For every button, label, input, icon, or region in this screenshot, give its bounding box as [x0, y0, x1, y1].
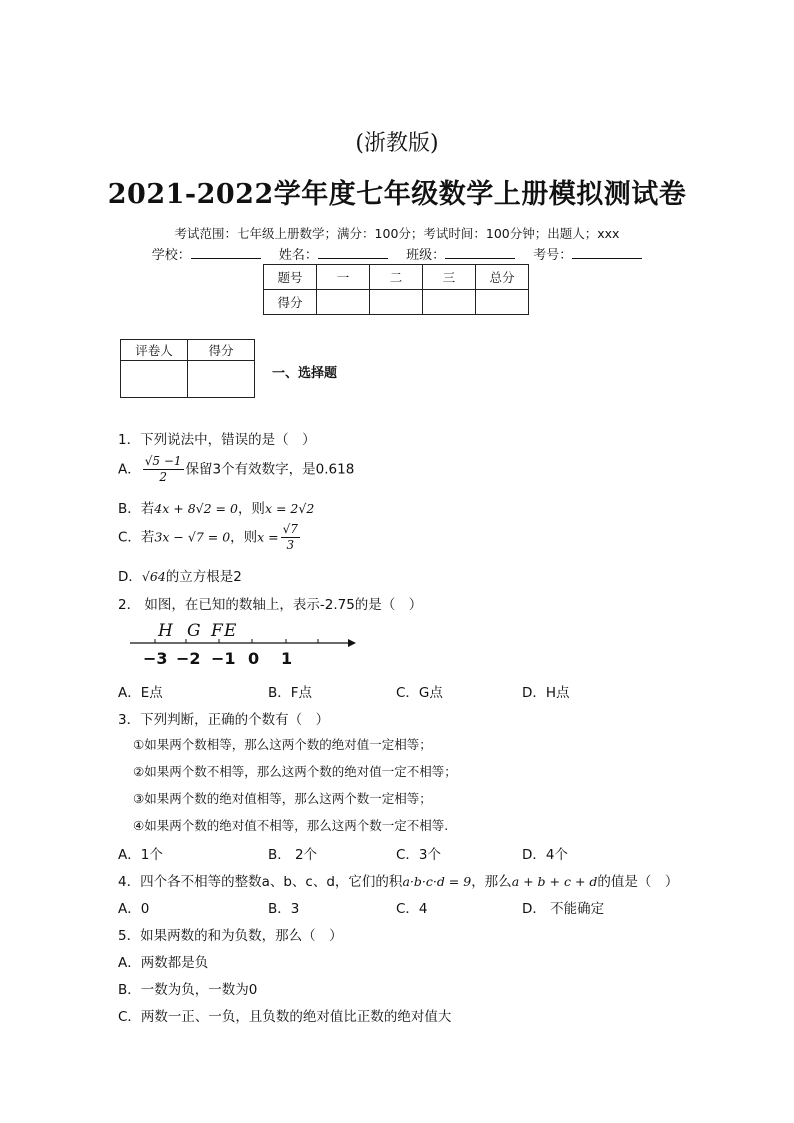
q4-stem-part: 4．四个各不相等的整数a、b、c、d，它们的积	[118, 874, 403, 890]
score-header: 一	[317, 265, 370, 290]
q3-statement: ③如果两个数的绝对值相等，那么这两个数一定相等；	[133, 791, 432, 806]
q1-b-prefix: B．若	[118, 501, 155, 517]
q1-option-b[interactable]	[118, 497, 314, 517]
field-id-blank[interactable]	[572, 245, 642, 259]
q3-option-b[interactable]: B． 2个	[268, 847, 318, 863]
q2-stem: 2． 如图，在已知的数轴上，表示-2.75的是（ ）	[118, 597, 423, 613]
score-header: 题号	[264, 265, 317, 290]
q4-sum-expr: a + b + c + d	[511, 874, 598, 889]
q1-option-a[interactable]	[118, 454, 354, 485]
score-header: 总分	[476, 265, 529, 290]
exam-info: 考试范围：七年级上册数学；满分：100分；考试时间：100分钟；出题人；xxx	[174, 226, 620, 241]
q4-stem-part: ，那么	[471, 874, 512, 890]
q1-option-d[interactable]	[118, 565, 242, 585]
tick-label: −3	[143, 649, 168, 668]
q4-option-c[interactable]: C．4	[396, 901, 428, 917]
q4-option-d[interactable]: D． 不能确定	[522, 901, 605, 917]
q1-c-expr: 3x − √7 = 0	[154, 529, 231, 545]
score-row-label: 得分	[264, 290, 317, 315]
q3-option-c[interactable]: C．3个	[396, 847, 442, 863]
field-school-label: 学校：	[151, 248, 191, 263]
q4-product-expr: a·b·c·d = 9	[402, 874, 472, 889]
q4-stem-part: 的值是（ ）	[597, 874, 679, 890]
grader-table	[120, 339, 255, 398]
q3-statement: ④如果两个数的绝对值不相等，那么这两个数一定不相等.	[133, 818, 449, 833]
q2-option-b[interactable]: B．F点	[268, 685, 313, 701]
q1-c-lhs: x =	[257, 529, 279, 545]
q3-option-a[interactable]: A．1个	[118, 847, 163, 863]
q4-stem	[118, 870, 678, 890]
score-cell[interactable]	[370, 290, 423, 315]
q1-a-text: 保留3个有效数字，是0.618	[185, 461, 355, 478]
q2-option-d[interactable]: D．H点	[522, 685, 570, 701]
q2-option-c[interactable]: C．G点	[396, 685, 443, 701]
student-fields	[0, 244, 794, 263]
field-class-label: 班级：	[406, 248, 446, 263]
section-heading: 一、选择题	[272, 366, 338, 381]
point-label: G	[187, 621, 201, 641]
score-cell[interactable]	[423, 290, 476, 315]
point-label: F	[211, 621, 223, 641]
q5-option-b[interactable]: B．一数为负，一数为0	[118, 982, 258, 998]
q3-statement: ②如果两个数不相等，那么这两个数的绝对值一定不相等；	[133, 764, 457, 779]
tick-label: −2	[176, 649, 201, 668]
q5-option-a[interactable]: A．两数都是负	[118, 955, 209, 971]
grader-cell[interactable]	[121, 361, 188, 398]
field-class-blank[interactable]	[445, 245, 515, 259]
number-line-arrow	[348, 639, 356, 647]
q1-d-prefix: D．	[118, 569, 142, 585]
field-school-blank[interactable]	[191, 245, 261, 259]
field-name-label: 姓名：	[278, 248, 318, 263]
score-cell[interactable]	[476, 290, 529, 315]
field-name-blank[interactable]	[318, 245, 388, 259]
q3-statement: ①如果两个数相等，那么这两个数的绝对值一定相等；	[133, 737, 432, 752]
q1-b-expr: 4x + 8√2 = 0	[154, 501, 238, 516]
q3-stem: 3．下列判断，正确的个数有（ ）	[118, 712, 330, 728]
q1-stem: 1．下列说法中，错误的是（ ）	[118, 432, 316, 448]
tick-label: 1	[281, 649, 293, 668]
q1-b-result: x = 2√2	[264, 501, 315, 516]
score-table	[263, 264, 529, 315]
grader-header: 得分	[188, 340, 255, 361]
q4-option-b[interactable]: B．3	[268, 901, 300, 917]
q1-c-fraction: $\frac{√7}{3}$	[282, 522, 298, 552]
point-label: E	[224, 621, 237, 641]
tick-label: −1	[211, 649, 236, 668]
tick-label: 0	[248, 649, 260, 668]
q3-option-d[interactable]: D．4个	[522, 847, 568, 863]
q1-a-prefix: A．	[118, 461, 141, 478]
paper-title: 2021-2022学年度七年级数学上册模拟测试卷	[107, 179, 687, 210]
q1-c-prefix: C．若	[118, 529, 155, 546]
score-header: 三	[423, 265, 476, 290]
grader-header: 评卷人	[121, 340, 188, 361]
q5-option-c[interactable]: C．两数一正、一负，且负数的绝对值比正数的绝对值大	[118, 1009, 452, 1025]
score-cell[interactable]	[317, 290, 370, 315]
q4-option-a[interactable]: A．0	[118, 901, 150, 917]
q2-option-a[interactable]: A．E点	[118, 685, 163, 701]
q1-option-c[interactable]	[118, 522, 302, 553]
q1-a-fraction: $\frac{√5 -1}{2}$	[144, 454, 182, 484]
paper-subtitle: (浙教版)	[355, 131, 439, 156]
score-header: 二	[370, 265, 423, 290]
number-line-figure	[126, 618, 358, 670]
q1-c-then: ，则	[230, 529, 258, 546]
q5-stem: 5．如果两数的和为负数，那么（ ）	[118, 928, 343, 944]
q1-d-expr: √64	[141, 569, 166, 584]
point-label: H	[158, 621, 173, 641]
q1-d-text: 的立方根是2	[165, 569, 242, 585]
field-id-label: 考号：	[533, 248, 573, 263]
grader-cell[interactable]	[188, 361, 255, 398]
q1-b-then: ，则	[237, 501, 265, 517]
